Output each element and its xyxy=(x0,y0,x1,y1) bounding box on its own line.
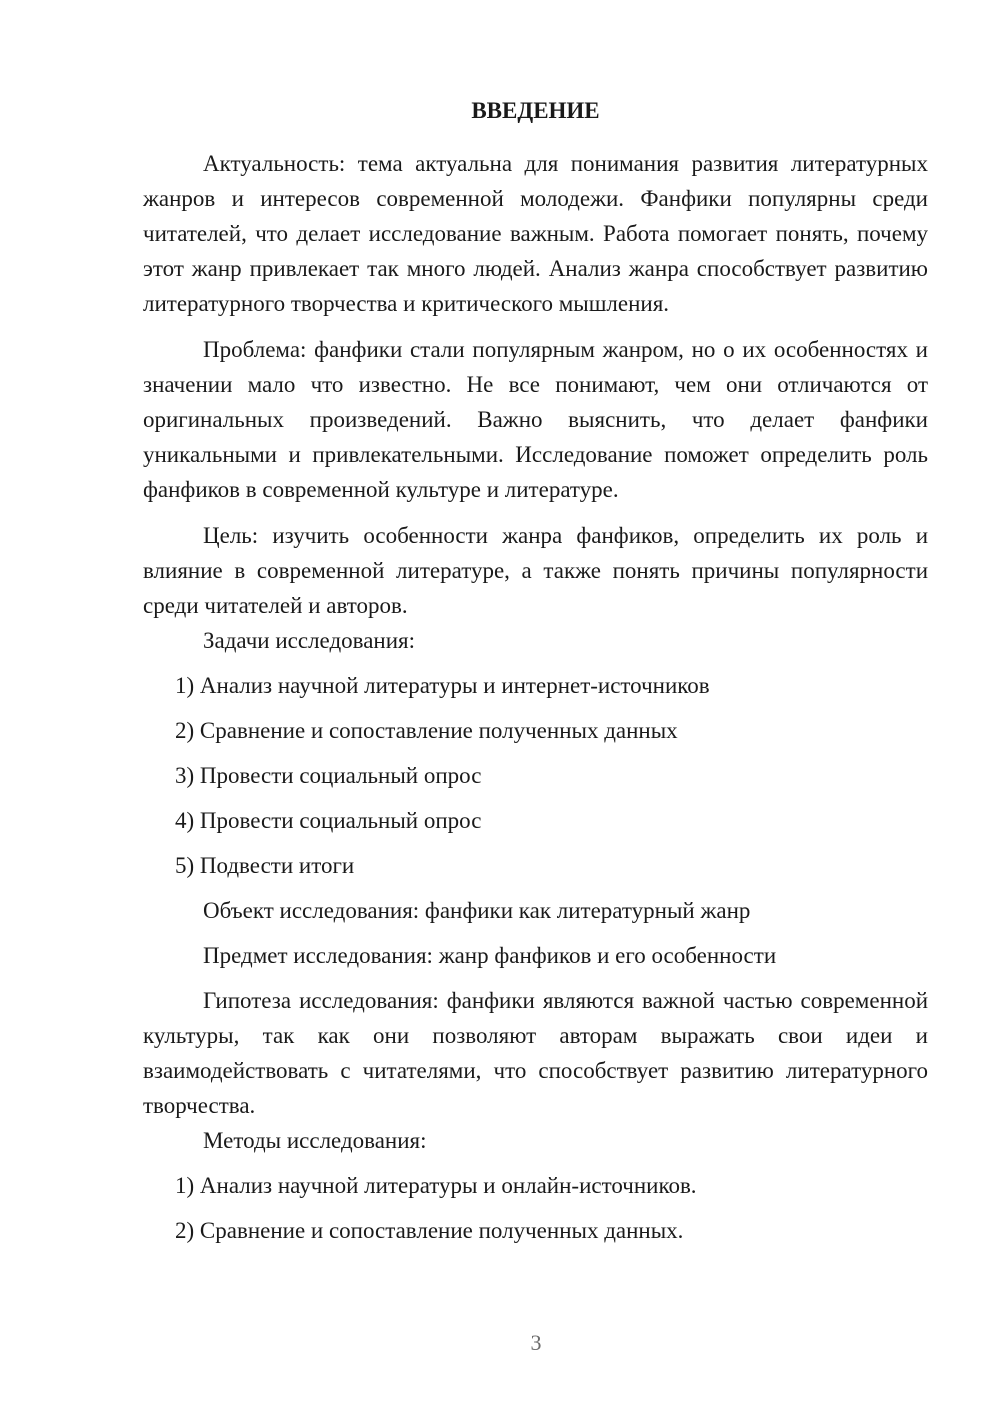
page-number: 3 xyxy=(530,1330,542,1355)
problem-paragraph: Проблема: фанфики стали популярным жанром, но о их особенностях и значении мало что известно. Не все понимают, чем они отличаются от оригинальных произведений. Важно выяснить, что делает фанфики уникальными и привлекательными. Исследование поможет определить роль фанфиков в современной культуре и литературе. xyxy=(143,337,928,502)
document-body xyxy=(143,93,928,1248)
task-item-3: 3) Провести социальный опрос xyxy=(175,763,482,788)
task-item-5: 5) Подвести итоги xyxy=(175,853,355,878)
task-item-1: 1) Анализ научной литературы и интернет-источников xyxy=(175,673,710,698)
method-item-1: 1) Анализ научной литературы и онлайн-источников. xyxy=(175,1173,697,1198)
goal-paragraph: Цель: изучить особенности жанра фанфиков, определить их роль и влияние в современной литературе, а также понять причины популярности среди читателей и авторов. xyxy=(143,523,928,618)
subject-line: Предмет исследования: жанр фанфиков и его особенности xyxy=(203,943,777,968)
hypothesis-paragraph: Гипотеза исследования: фанфики являются важной частью современной культуры, так как они позволяют авторам выражать свои идеи и взаимодействовать с читателями, что способствует развитию литературного творчества. xyxy=(143,988,928,1118)
relevance-paragraph: Актуальность: тема актуальна для понимания развития литературных жанров и интересов современной молодежи. Фанфики популярны среди читателей, что делает исследование важным. Работа помогает понять, почему этот жанр привлекает так много людей. Анализ жанра способствует развитию литературного творчества и критического мышления. xyxy=(143,151,928,316)
methods-heading: Методы исследования: xyxy=(203,1128,427,1153)
object-line: Объект исследования: фанфики как литературный жанр xyxy=(203,898,751,923)
task-item-4: 4) Провести социальный опрос xyxy=(175,808,482,833)
page-title: ВВЕДЕНИЕ xyxy=(471,98,600,123)
method-item-2: 2) Сравнение и сопоставление полученных данных. xyxy=(175,1218,684,1243)
task-item-2: 2) Сравнение и сопоставление полученных данных xyxy=(175,718,678,743)
tasks-heading: Задачи исследования: xyxy=(203,628,416,653)
